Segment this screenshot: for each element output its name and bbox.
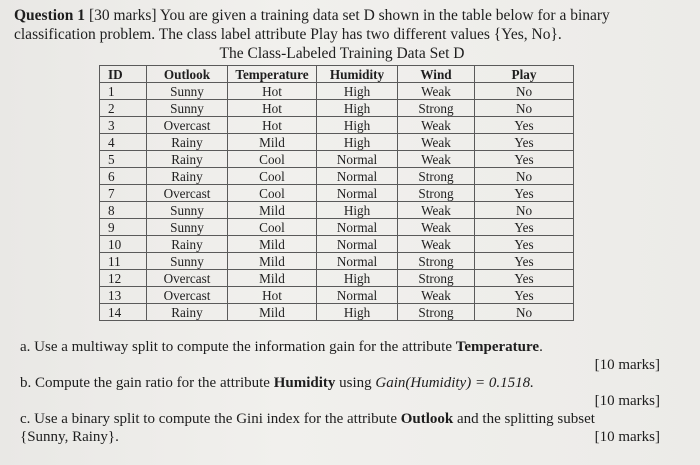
cell-play: Yes bbox=[475, 185, 574, 202]
part-b-bold: Humidity bbox=[273, 375, 336, 391]
cell-temperature: Mild bbox=[228, 236, 317, 253]
part-b-marks-line bbox=[20, 392, 660, 410]
training-data-table bbox=[99, 65, 574, 321]
cell-wind: Strong bbox=[398, 100, 475, 117]
header-play: Play bbox=[475, 66, 574, 83]
table-row bbox=[100, 168, 574, 185]
cell-outlook: Sunny bbox=[147, 202, 228, 219]
cell-id: 7 bbox=[100, 185, 147, 202]
cell-outlook: Sunny bbox=[147, 83, 228, 100]
part-b bbox=[20, 374, 660, 392]
part-c-subset-line bbox=[20, 428, 660, 446]
header-humidity: Humidity bbox=[317, 66, 398, 83]
table-row bbox=[100, 202, 574, 219]
cell-wind: Weak bbox=[398, 134, 475, 151]
cell-id: 13 bbox=[100, 287, 147, 304]
part-c-suffix: and the splitting subset bbox=[453, 411, 595, 427]
cell-wind: Strong bbox=[398, 270, 475, 287]
cell-play: Yes bbox=[475, 117, 574, 134]
part-c-prefix: c. Use a binary split to compute the Gini index for the attribute bbox=[20, 411, 401, 427]
cell-wind: Weak bbox=[398, 151, 475, 168]
cell-wind: Weak bbox=[398, 236, 475, 253]
cell-play: Yes bbox=[475, 236, 574, 253]
cell-humidity: High bbox=[317, 83, 398, 100]
table-row bbox=[100, 100, 574, 117]
cell-outlook: Rainy bbox=[147, 134, 228, 151]
cell-wind: Strong bbox=[398, 168, 475, 185]
question-label: Question 1 bbox=[14, 7, 86, 24]
cell-wind: Weak bbox=[398, 202, 475, 219]
cell-wind: Strong bbox=[398, 304, 475, 321]
table-header-row bbox=[100, 66, 574, 83]
question-parts bbox=[20, 338, 660, 446]
part-b-mid: using bbox=[335, 375, 376, 391]
cell-wind: Weak bbox=[398, 219, 475, 236]
cell-id: 3 bbox=[100, 117, 147, 134]
cell-humidity: Normal bbox=[317, 168, 398, 185]
question-text: You are given a training data set D shown in the table below for a binary classification problem. The class label attribute Play has two different values {Yes, No}. bbox=[14, 7, 610, 43]
cell-humidity: Normal bbox=[317, 236, 398, 253]
table-row bbox=[100, 134, 574, 151]
cell-temperature: Mild bbox=[228, 270, 317, 287]
part-b-marks: [10 marks] bbox=[594, 393, 660, 409]
cell-id: 2 bbox=[100, 100, 147, 117]
cell-id: 6 bbox=[100, 168, 147, 185]
cell-id: 5 bbox=[100, 151, 147, 168]
part-c bbox=[20, 410, 660, 428]
part-c-bold: Outlook bbox=[400, 411, 454, 427]
cell-outlook: Sunny bbox=[147, 100, 228, 117]
header-temperature: Temperature bbox=[228, 66, 317, 83]
cell-play: No bbox=[475, 83, 574, 100]
table-row bbox=[100, 236, 574, 253]
table-row bbox=[100, 304, 574, 321]
table-row bbox=[100, 270, 574, 287]
cell-humidity: High bbox=[317, 117, 398, 134]
cell-outlook: Rainy bbox=[147, 151, 228, 168]
cell-temperature: Hot bbox=[228, 100, 317, 117]
cell-temperature: Mild bbox=[228, 202, 317, 219]
cell-temperature: Mild bbox=[228, 253, 317, 270]
cell-play: No bbox=[475, 304, 574, 321]
table-row bbox=[100, 253, 574, 270]
cell-humidity: High bbox=[317, 304, 398, 321]
cell-outlook: Overcast bbox=[147, 287, 228, 304]
cell-humidity: High bbox=[317, 270, 398, 287]
cell-id: 9 bbox=[100, 219, 147, 236]
cell-temperature: Mild bbox=[228, 134, 317, 151]
cell-outlook: Rainy bbox=[147, 236, 228, 253]
header-wind: Wind bbox=[398, 66, 475, 83]
cell-humidity: High bbox=[317, 100, 398, 117]
table-body bbox=[100, 83, 574, 321]
cell-id: 8 bbox=[100, 202, 147, 219]
part-a-suffix: . bbox=[539, 339, 543, 355]
table-row bbox=[100, 219, 574, 236]
part-b-prefix: b. Compute the gain ratio for the attribute bbox=[20, 375, 274, 391]
cell-wind: Weak bbox=[398, 117, 475, 134]
cell-play: Yes bbox=[475, 253, 574, 270]
part-a bbox=[20, 338, 660, 356]
cell-temperature: Cool bbox=[228, 219, 317, 236]
cell-play: No bbox=[475, 168, 574, 185]
table-row bbox=[100, 185, 574, 202]
table-row bbox=[100, 151, 574, 168]
cell-humidity: Normal bbox=[317, 253, 398, 270]
part-c-marks: [10 marks] bbox=[594, 429, 660, 445]
table-row bbox=[100, 287, 574, 304]
cell-humidity: Normal bbox=[317, 185, 398, 202]
part-c-subset: {Sunny, Rainy}. bbox=[20, 429, 119, 445]
question-header bbox=[14, 6, 690, 44]
cell-outlook: Overcast bbox=[147, 117, 228, 134]
cell-id: 14 bbox=[100, 304, 147, 321]
cell-temperature: Hot bbox=[228, 117, 317, 134]
cell-id: 12 bbox=[100, 270, 147, 287]
cell-outlook: Overcast bbox=[147, 270, 228, 287]
cell-humidity: Normal bbox=[317, 219, 398, 236]
cell-id: 10 bbox=[100, 236, 147, 253]
cell-outlook: Rainy bbox=[147, 304, 228, 321]
cell-temperature: Hot bbox=[228, 287, 317, 304]
cell-outlook: Sunny bbox=[147, 219, 228, 236]
cell-id: 11 bbox=[100, 253, 147, 270]
cell-humidity: Normal bbox=[317, 287, 398, 304]
cell-play: No bbox=[475, 202, 574, 219]
cell-humidity: High bbox=[317, 134, 398, 151]
part-a-bold: Temperature bbox=[455, 339, 540, 355]
cell-humidity: Normal bbox=[317, 151, 398, 168]
cell-id: 4 bbox=[100, 134, 147, 151]
table-caption-text: The Class-Labeled Training Data Set D bbox=[219, 45, 465, 62]
part-a-marks: [10 marks] bbox=[594, 357, 660, 373]
part-b-formula: Gain(Humidity) = 0.1518. bbox=[375, 375, 534, 391]
cell-temperature: Cool bbox=[228, 168, 317, 185]
cell-play: Yes bbox=[475, 287, 574, 304]
header-outlook: Outlook bbox=[147, 66, 228, 83]
cell-play: Yes bbox=[475, 270, 574, 287]
cell-play: Yes bbox=[475, 134, 574, 151]
cell-outlook: Sunny bbox=[147, 253, 228, 270]
table-row bbox=[100, 83, 574, 100]
question-marks: [30 marks] bbox=[88, 7, 157, 24]
cell-play: Yes bbox=[475, 151, 574, 168]
cell-wind: Strong bbox=[398, 253, 475, 270]
cell-outlook: Rainy bbox=[147, 168, 228, 185]
table-row bbox=[100, 117, 574, 134]
cell-humidity: High bbox=[317, 202, 398, 219]
cell-wind: Weak bbox=[398, 287, 475, 304]
cell-play: No bbox=[475, 100, 574, 117]
cell-temperature: Cool bbox=[228, 151, 317, 168]
header-id: ID bbox=[100, 66, 147, 83]
part-a-prefix: a. Use a multiway split to compute the information gain for the attribute bbox=[20, 339, 456, 355]
cell-wind: Weak bbox=[398, 83, 475, 100]
cell-temperature: Cool bbox=[228, 185, 317, 202]
cell-temperature: Mild bbox=[228, 304, 317, 321]
table-caption bbox=[0, 45, 700, 62]
part-a-marks-line bbox=[20, 356, 660, 374]
cell-outlook: Overcast bbox=[147, 185, 228, 202]
cell-temperature: Hot bbox=[228, 83, 317, 100]
cell-wind: Strong bbox=[398, 185, 475, 202]
cell-play: Yes bbox=[475, 219, 574, 236]
cell-id: 1 bbox=[100, 83, 147, 100]
